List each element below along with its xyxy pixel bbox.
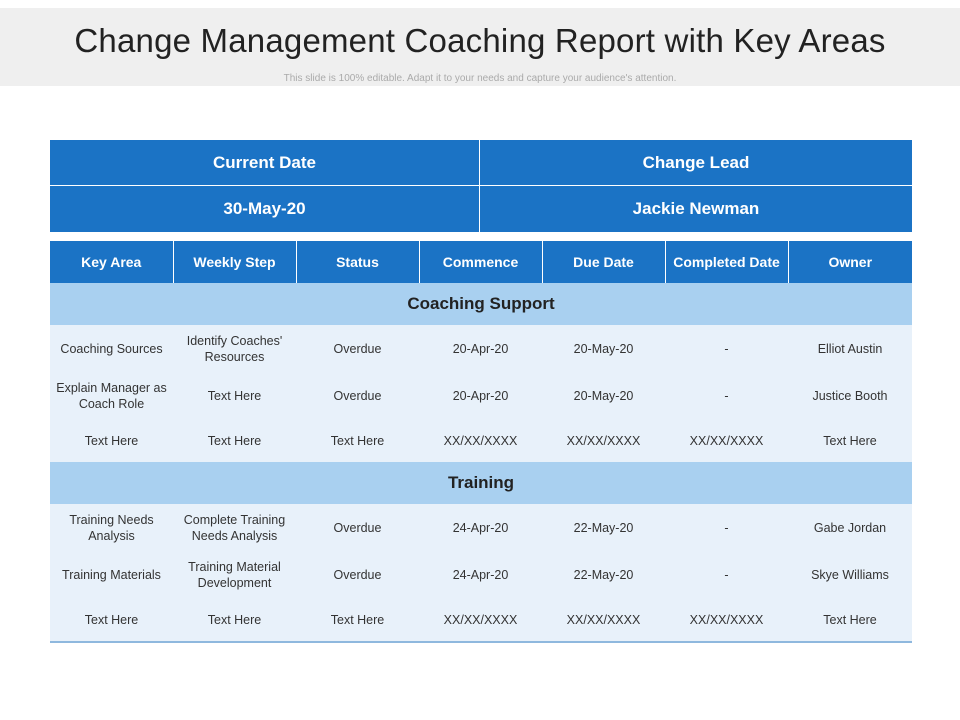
table-cell: Overdue: [296, 325, 419, 372]
table-cell: Skye Williams: [788, 551, 912, 598]
table-row: [50, 504, 912, 551]
section-row-training: [50, 462, 912, 504]
table-row: [50, 372, 912, 419]
table-cell: -: [665, 504, 788, 551]
table-cell: XX/XX/XXXX: [542, 419, 665, 462]
column-header-owner: Owner: [788, 241, 912, 283]
section-title: Coaching Support: [50, 283, 912, 325]
table-cell: Text Here: [173, 372, 296, 419]
table-header-row: [50, 241, 912, 283]
column-header-status: Status: [296, 241, 419, 283]
table-cell: Text Here: [788, 598, 912, 642]
table-cell: Training Needs Analysis: [50, 504, 173, 551]
table-cell: Text Here: [296, 598, 419, 642]
table-row: [50, 419, 912, 462]
table-cell: Text Here: [173, 598, 296, 642]
table-cell: Text Here: [296, 419, 419, 462]
table-cell: Justice Booth: [788, 372, 912, 419]
table-cell: Coaching Sources: [50, 325, 173, 372]
table-cell: XX/XX/XXXX: [419, 419, 542, 462]
table-cell: Gabe Jordan: [788, 504, 912, 551]
table-cell: Complete Training Needs Analysis: [173, 504, 296, 551]
coaching-report-table: [50, 241, 912, 643]
table-cell: 24-Apr-20: [419, 504, 542, 551]
table-cell: Text Here: [788, 419, 912, 462]
column-header-weekly-step: Weekly Step: [173, 241, 296, 283]
table-row: [50, 598, 912, 642]
column-header-key-area: Key Area: [50, 241, 173, 283]
column-header-commence: Commence: [419, 241, 542, 283]
table-cell: 20-Apr-20: [419, 325, 542, 372]
column-header-completed-date: Completed Date: [665, 241, 788, 283]
column-header-due-date: Due Date: [542, 241, 665, 283]
table-cell: Text Here: [50, 598, 173, 642]
table-cell: Training Material Development: [173, 551, 296, 598]
table-cell: 20-Apr-20: [419, 372, 542, 419]
table-cell: 20-May-20: [542, 372, 665, 419]
table-cell: Text Here: [173, 419, 296, 462]
table-cell: Overdue: [296, 372, 419, 419]
table-cell: Training Materials: [50, 551, 173, 598]
table-cell: 22-May-20: [542, 551, 665, 598]
info-table: [50, 140, 912, 233]
current-date-label: Current Date: [50, 140, 480, 186]
table-cell: 22-May-20: [542, 504, 665, 551]
page-title: Change Management Coaching Report with Key Areas: [74, 22, 886, 59]
table-cell: Identify Coaches' Resources: [173, 325, 296, 372]
table-cell: -: [665, 372, 788, 419]
table-cell: Overdue: [296, 504, 419, 551]
table-cell: Explain Manager as Coach Role: [50, 372, 173, 419]
current-date-value: 30-May-20: [50, 186, 480, 233]
table-cell: Overdue: [296, 551, 419, 598]
change-lead-value: Jackie Newman: [480, 186, 912, 233]
change-lead-label: Change Lead: [480, 140, 912, 186]
table-cell: Elliot Austin: [788, 325, 912, 372]
table-cell: XX/XX/XXXX: [419, 598, 542, 642]
table-cell: 20-May-20: [542, 325, 665, 372]
table-cell: -: [665, 551, 788, 598]
table-cell: XX/XX/XXXX: [542, 598, 665, 642]
table-cell: -: [665, 325, 788, 372]
section-title: Training: [50, 462, 912, 504]
table-cell: 24-Apr-20: [419, 551, 542, 598]
table-row: [50, 325, 912, 372]
page-subtitle: This slide is 100% editable. Adapt it to your needs and capture your audience's attention.: [283, 73, 677, 84]
table-cell: Text Here: [50, 419, 173, 462]
table-cell: XX/XX/XXXX: [665, 419, 788, 462]
table-cell: XX/XX/XXXX: [665, 598, 788, 642]
table-row: [50, 551, 912, 598]
section-row-coaching-support: [50, 283, 912, 325]
